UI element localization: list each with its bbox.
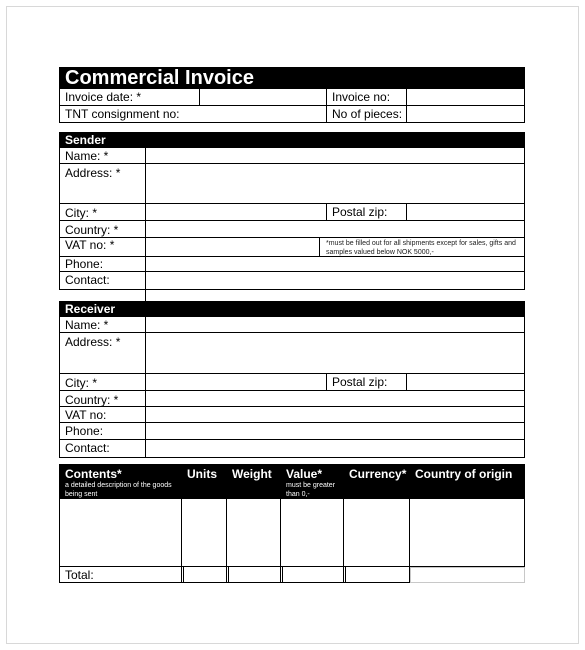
- divider: [326, 373, 327, 391]
- invoice-date-field[interactable]: [200, 90, 326, 105]
- total-row-right-cell: [410, 567, 525, 583]
- sender-section-header: [59, 132, 525, 148]
- divider: [59, 457, 525, 458]
- divider: [59, 122, 525, 123]
- receiver-address-label: Address: *: [65, 335, 121, 349]
- page-title: Commercial Invoice: [65, 67, 254, 89]
- invoice-no-label: Invoice no:: [332, 90, 391, 104]
- divider: [59, 105, 525, 106]
- receiver-city-field[interactable]: [146, 374, 326, 390]
- sender-phone-field[interactable]: [146, 257, 524, 271]
- no-of-pieces-field[interactable]: [407, 107, 524, 122]
- sender-postal-zip-label: Postal zip:: [332, 205, 388, 219]
- sender-phone-label: Phone:: [65, 257, 104, 271]
- divider: [524, 89, 525, 123]
- col-value-header: Value*: [286, 467, 323, 481]
- divider: [319, 237, 320, 257]
- divider: [59, 582, 410, 583]
- divider: [326, 203, 327, 220]
- receiver-contact-field[interactable]: [146, 440, 524, 457]
- sender-vat-label: VAT no: *: [65, 238, 115, 252]
- tnt-consignment-label: TNT consignment no:: [65, 107, 180, 121]
- divider: [524, 499, 525, 567]
- receiver-contact-label: Contact:: [65, 441, 110, 455]
- vat-note: *must be filled out for all shipments except for sales, gifts and samples valued below NOK 5000,-: [326, 240, 516, 256]
- receiver-address-field[interactable]: [146, 333, 524, 373]
- receiver-section-header: [59, 301, 525, 317]
- sender-heading: Sender: [65, 133, 106, 147]
- receiver-name-label: Name: *: [65, 318, 109, 332]
- divider: [59, 148, 60, 290]
- receiver-country-label: Country: *: [65, 393, 119, 407]
- col-currency-header: Currency*: [349, 467, 407, 481]
- sender-contact-field[interactable]: [146, 272, 524, 289]
- receiver-phone-field[interactable]: [146, 423, 524, 439]
- receiver-vat-label: VAT no:: [65, 408, 107, 422]
- tnt-consignment-field[interactable]: [200, 107, 326, 122]
- no-of-pieces-label: No of pieces:: [332, 107, 403, 121]
- col-contents-header: Contents*: [65, 467, 122, 481]
- sender-name-label: Name: *: [65, 149, 109, 163]
- col-country-of-origin-header: Country of origin: [415, 467, 513, 481]
- total-units-cell[interactable]: [184, 567, 226, 582]
- currency-cell[interactable]: [344, 500, 409, 566]
- sender-name-field[interactable]: [146, 149, 524, 163]
- receiver-vat-field[interactable]: [146, 407, 524, 422]
- sender-vat-field[interactable]: [146, 238, 319, 256]
- divider: [59, 89, 60, 123]
- sender-address-field[interactable]: [146, 164, 524, 203]
- receiver-name-field[interactable]: [146, 318, 524, 332]
- receiver-postal-zip-field[interactable]: [407, 374, 524, 390]
- total-currency-cell[interactable]: [346, 567, 409, 582]
- receiver-country-field[interactable]: [146, 391, 524, 406]
- sender-city-field[interactable]: [146, 204, 326, 220]
- invoice-date-label: Invoice date: *: [65, 90, 142, 104]
- col-contents-note: a detailed description of the goods being sent: [65, 482, 172, 498]
- sender-city-label: City: *: [65, 206, 98, 220]
- sender-address-label: Address: *: [65, 166, 121, 180]
- col-units-header: Units: [187, 467, 217, 481]
- divider: [326, 89, 327, 123]
- receiver-phone-label: Phone:: [65, 424, 104, 438]
- value-cell[interactable]: [281, 500, 343, 566]
- divider: [524, 317, 525, 458]
- receiver-heading: Receiver: [65, 302, 116, 316]
- total-value-cell[interactable]: [283, 567, 343, 582]
- total-label: Total:: [65, 568, 94, 582]
- invoice-title-bar: [59, 67, 525, 89]
- units-cell[interactable]: [182, 500, 226, 566]
- col-value-note: must be greater than 0,-: [286, 482, 336, 498]
- col-weight-header: Weight: [232, 467, 272, 481]
- sender-country-field[interactable]: [146, 221, 524, 237]
- total-weight-cell[interactable]: [229, 567, 280, 582]
- divider: [59, 289, 525, 290]
- receiver-postal-zip-label: Postal zip:: [332, 375, 388, 389]
- contents-description-cell[interactable]: [60, 500, 181, 566]
- country-of-origin-cell[interactable]: [410, 500, 524, 566]
- divider: [59, 317, 60, 458]
- sender-contact-label: Contact:: [65, 273, 110, 287]
- invoice-no-field[interactable]: [407, 90, 524, 105]
- receiver-city-label: City: *: [65, 376, 98, 390]
- weight-cell[interactable]: [227, 500, 280, 566]
- sender-postal-zip-field[interactable]: [407, 204, 524, 220]
- sender-country-label: Country: *: [65, 223, 119, 237]
- divider: [524, 148, 525, 290]
